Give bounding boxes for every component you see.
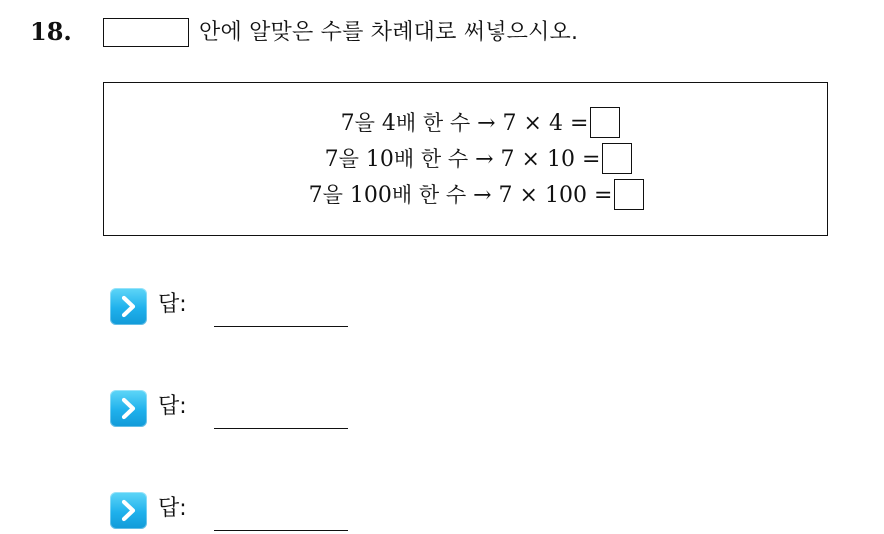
- equation-suffix: 배 한 수: [393, 147, 469, 171]
- equation-line-1: [104, 105, 827, 142]
- answer-line[interactable]: [214, 530, 348, 531]
- problem-box: [103, 82, 828, 236]
- answer-label: 답:: [158, 496, 187, 521]
- equation-factor: 100: [349, 183, 392, 208]
- question-number: 18.: [30, 17, 72, 46]
- equation-factor: 10: [365, 147, 394, 172]
- answer-row-3: [110, 492, 370, 532]
- equation-suffix: 배 한 수: [391, 183, 467, 207]
- equation-factor: 4: [381, 111, 396, 136]
- equation-arrow: →: [473, 183, 492, 208]
- answer-label: 답:: [158, 292, 187, 317]
- answer-line[interactable]: [214, 428, 348, 429]
- equation-arrow: →: [475, 147, 494, 172]
- equation-base: 7: [308, 183, 323, 208]
- fill-in-box[interactable]: [602, 143, 632, 174]
- equation-base: 7: [340, 111, 355, 136]
- equation-arrow: →: [477, 111, 496, 136]
- equation-expression: 7 × 10 =: [500, 147, 601, 172]
- equation-suffix: 배 한 수: [395, 111, 471, 135]
- equation-line-2: [104, 141, 827, 178]
- equation-line-3: [104, 177, 827, 214]
- equation-base: 7: [324, 147, 339, 172]
- equation-particle: 을: [322, 183, 343, 207]
- answer-blank-box: [103, 18, 189, 47]
- chevron-right-icon: [110, 390, 147, 427]
- chevron-right-icon: [110, 288, 147, 325]
- fill-in-box[interactable]: [614, 179, 644, 210]
- equation-particle: 을: [354, 111, 375, 135]
- answer-row-2: [110, 390, 370, 430]
- answer-row-1: [110, 288, 370, 328]
- chevron-right-icon: [110, 492, 147, 529]
- fill-in-box[interactable]: [590, 107, 620, 138]
- equation-expression: 7 × 100 =: [498, 183, 613, 208]
- answer-label: 답:: [158, 394, 187, 419]
- question-instruction: 안에 알맞은 수를 차례대로 써넣으시오.: [199, 20, 579, 45]
- equation-expression: 7 × 4 =: [502, 111, 589, 136]
- answer-line[interactable]: [214, 326, 348, 327]
- equation-particle: 을: [338, 147, 359, 171]
